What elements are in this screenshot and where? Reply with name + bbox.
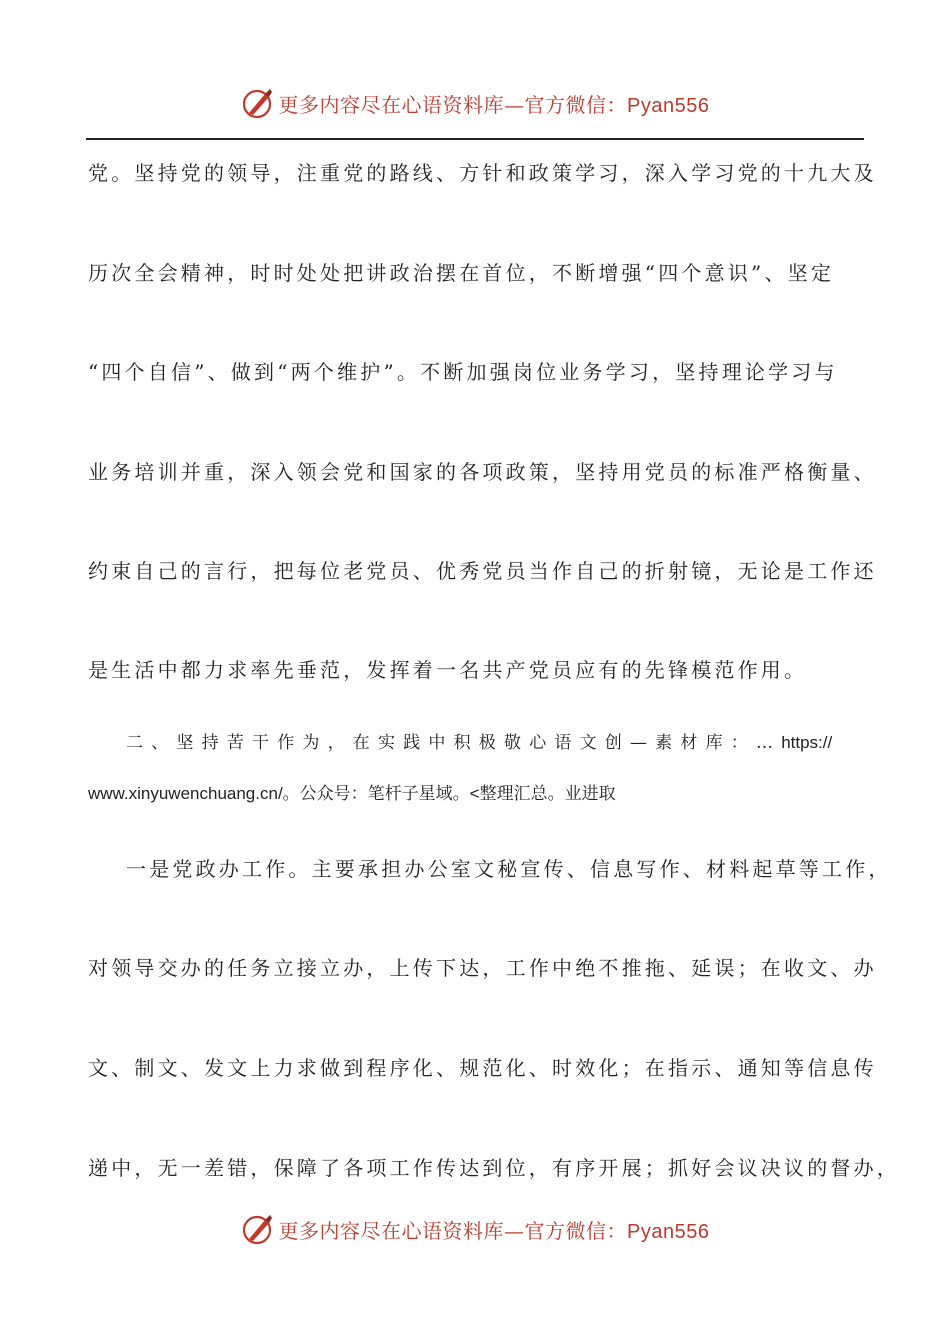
banner-text: 更多内容尽在心语资料库—官方微信：Pyan556 [278,1218,710,1243]
paragraph-line: 文、制文、发文上力求做到程序化、规范化、时效化；在指示、通知等信息传 [88,1056,877,1080]
paragraph-line: 对领导交办的任务立接立办，上传下达，工作中绝不推拖、延误；在收文、办 [88,956,877,980]
header-divider [86,138,864,140]
paragraph-line: 业务培训并重，深入领会党和国家的各项政策，坚持用党员的标准严格衡量、 [88,460,877,484]
section-heading: 二、坚持苦干作为，在实践中积极敬心语文创—素材库：…https:// [126,733,833,753]
paragraph-line: “四个自信”、做到“两个维护”。不断加强岗位业务学习，坚持理论学习与 [88,360,838,384]
paragraph-line: 递中，无一差错，保障了各项工作传达到位，有序开展；抓好会议决议的督办， [88,1156,900,1180]
paragraph-line: 一是党政办工作。主要承担办公室文秘宣传、信息写作、材料起草等工作， [126,857,892,881]
header-banner [0,83,950,123]
footer-banner [0,1209,950,1249]
pen-logo-icon [241,1212,275,1246]
paragraph-line: 是生活中都力求率先垂范，发挥着一名共产党员应有的先锋模范作用。 [88,658,808,682]
paragraph-line: 历次全会精神，时时处处把讲政治摆在首位，不断增强“四个意识”、坚定 [88,261,835,285]
banner-text: 更多内容尽在心语资料库—官方微信：Pyan556 [278,92,710,117]
paragraph-line: 党。坚持党的领导，注重党的路线、方针和政策学习，深入学习党的十九大及 [88,161,877,185]
pen-logo-icon [241,86,275,120]
paragraph-line: 约束自己的言行，把每位老党员、优秀党员当作自己的折射镜，无论是工作还 [88,559,877,583]
section-heading-continued: www.xinyuwenchuang.cn/。公众号：笔杆子星域。<整理汇总。业进取 [88,784,616,803]
